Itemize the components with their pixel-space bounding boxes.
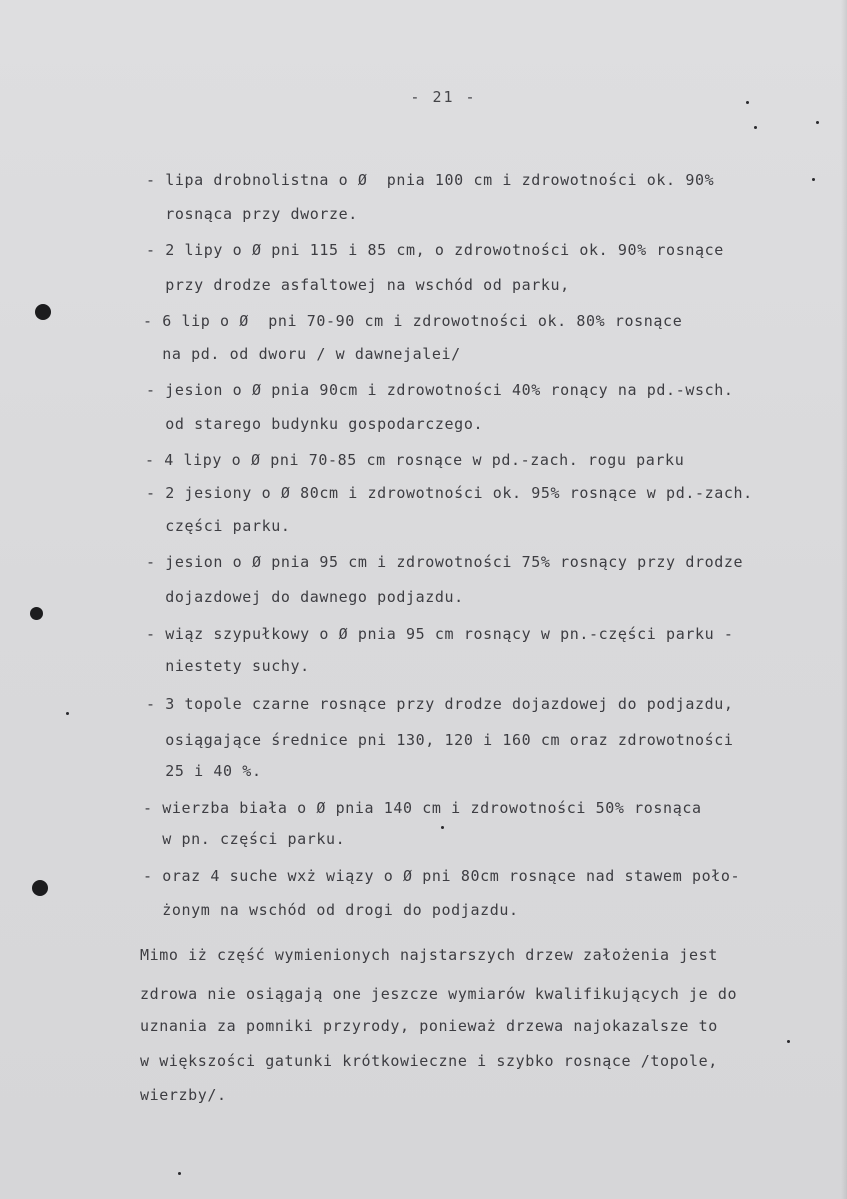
ink-speck-icon: [816, 121, 819, 124]
text-line: - 2 lipy o Ø pni 115 i 85 cm, o zdrowotności ok. 90% rosnące: [146, 241, 724, 259]
text-line: w pn. części parku.: [143, 830, 346, 848]
text-line: - jesion o Ø pnia 90cm i zdrowotności 40% ronący na pd.-wsch.: [146, 381, 734, 399]
text-line: - 6 lip o Ø pni 70-90 cm i zdrowotności ok. 80% rosnące: [143, 312, 683, 330]
text-line: uznania za pomniki przyrody, ponieważ drzewa najokazalsze to: [140, 1017, 718, 1035]
text-line: części parku.: [146, 517, 291, 535]
text-line: żonym na wschód od drogi do podjazdu.: [143, 901, 519, 919]
text-line: przy drodze asfaltowej na wschód od parku,: [146, 276, 570, 294]
punch-hole-icon: [30, 607, 43, 620]
text-line: Mimo iż część wymienionych najstarszych drzew założenia jest: [140, 946, 718, 964]
punch-hole-icon: [32, 880, 48, 896]
text-line: - 3 topole czarne rosnące przy drodze dojazdowej do podjazdu,: [146, 695, 734, 713]
text-line: rosnąca przy dworze.: [146, 205, 358, 223]
ink-speck-icon: [754, 126, 757, 129]
ink-speck-icon: [66, 712, 69, 715]
text-line: - wiąz szypułkowy o Ø pnia 95 cm rosnący w pn.-części parku -: [146, 625, 734, 643]
punch-hole-icon: [35, 304, 51, 320]
text-line: zdrowa nie osiągają one jeszcze wymiarów kwalifikujących je do: [140, 985, 738, 1003]
page-edge-shadow: [841, 0, 847, 1199]
page-number: - 21 -: [410, 88, 477, 106]
ink-speck-icon: [746, 101, 749, 104]
text-line: wierzby/.: [140, 1086, 227, 1104]
ink-speck-icon: [441, 826, 444, 829]
text-line: - lipa drobnolistna o Ø pnia 100 cm i zdrowotności ok. 90%: [146, 171, 715, 189]
ink-speck-icon: [178, 1172, 181, 1175]
text-line: - jesion o Ø pnia 95 cm i zdrowotności 75% rosnący przy drodze: [146, 553, 744, 571]
text-line: od starego budynku gospodarczego.: [146, 415, 484, 433]
text-line: na pd. od dworu / w dawnejalei/: [143, 345, 461, 363]
text-line: - oraz 4 suche wxż wiązy o Ø pni 80cm rosnące nad stawem poło-: [143, 867, 741, 885]
text-line: - wierzba biała o Ø pnia 140 cm i zdrowotności 50% rosnąca: [143, 799, 702, 817]
ink-speck-icon: [787, 1040, 790, 1043]
text-line: - 2 jesiony o Ø 80cm i zdrowotności ok. 95% rosnące w pd.-zach.: [146, 484, 753, 502]
text-line: osiągające średnice pni 130, 120 i 160 cm oraz zdrowotności: [146, 731, 734, 749]
text-line: dojazdowej do dawnego podjazdu.: [146, 588, 464, 606]
ink-speck-icon: [812, 178, 815, 181]
text-line: w większości gatunki krótkowieczne i szybko rosnące /topole,: [140, 1052, 718, 1070]
text-line: - 4 lipy o Ø pni 70-85 cm rosnące w pd.-zach. rogu parku: [145, 451, 685, 469]
text-line: 25 i 40 %.: [146, 762, 262, 780]
text-line: niestety suchy.: [146, 657, 310, 675]
